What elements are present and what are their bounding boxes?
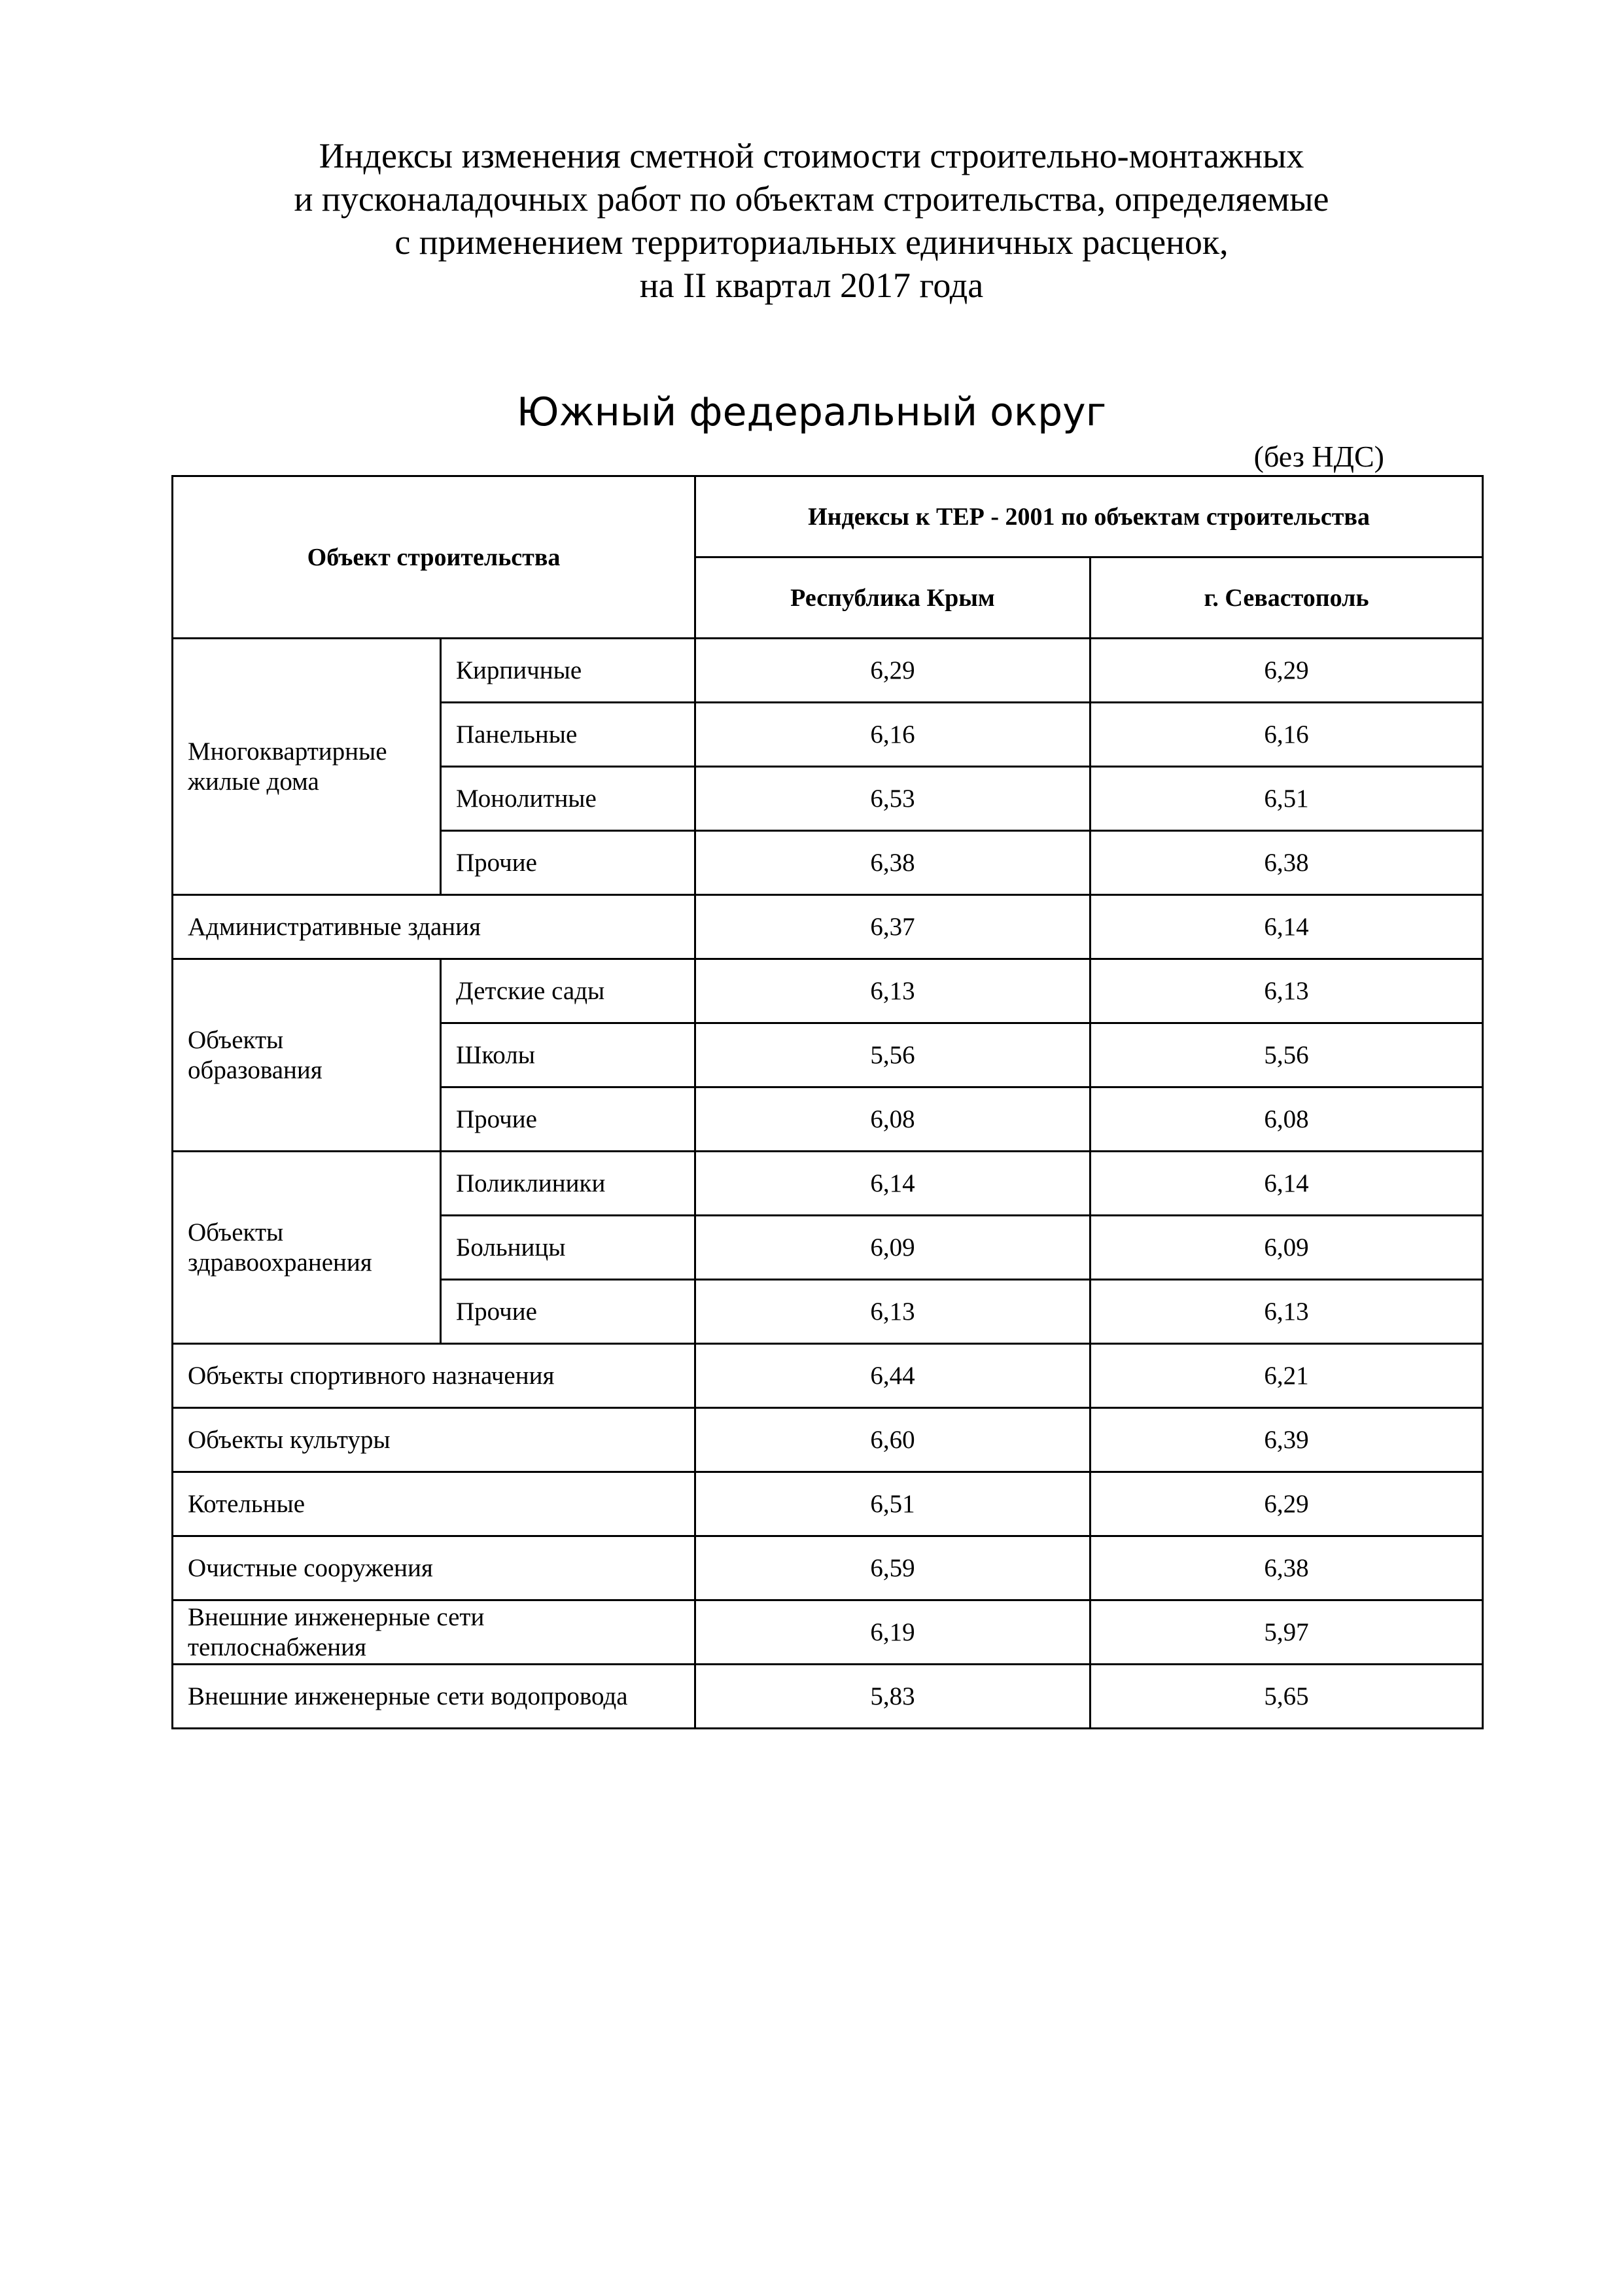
value-cell: 6,59 [695, 1536, 1091, 1600]
value-cell: 6,14 [1091, 1152, 1483, 1216]
value-cell: 5,97 [1091, 1600, 1483, 1665]
table-row [173, 1344, 1483, 1408]
value-cell: 6,38 [1091, 1536, 1483, 1600]
sub-label: Кирпичные [441, 639, 695, 703]
document-title [0, 134, 1623, 307]
table-row [173, 1472, 1483, 1536]
value-cell: 5,83 [695, 1665, 1091, 1729]
sub-label: Прочие [441, 1280, 695, 1344]
row-label: Объекты спортивного назначения [173, 1344, 695, 1408]
sub-label: Детские сады [441, 959, 695, 1023]
table-row [173, 895, 1483, 959]
title-line: и пусконаладочных работ по объектам строительства, определяемые [294, 179, 1329, 219]
title-line: с применением территориальных единичных расценок, [394, 222, 1229, 262]
value-cell: 6,29 [1091, 639, 1483, 703]
column-header-crimea: Республика Крым [695, 557, 1091, 639]
value-cell: 6,09 [695, 1216, 1091, 1280]
value-cell: 6,51 [695, 1472, 1091, 1536]
value-cell: 6,39 [1091, 1408, 1483, 1472]
title-line: Индексы изменения сметной стоимости строительно-монтажных [319, 136, 1304, 175]
value-cell: 6,44 [695, 1344, 1091, 1408]
table-row [173, 1600, 1483, 1665]
column-header-sevastopol: г. Севастополь [1091, 557, 1483, 639]
value-cell: 5,56 [695, 1023, 1091, 1087]
group-label: Объекты образования [173, 959, 441, 1152]
value-cell: 6,51 [1091, 767, 1483, 831]
row-label: Объекты культуры [173, 1408, 695, 1472]
value-cell: 6,21 [1091, 1344, 1483, 1408]
value-cell: 6,19 [695, 1600, 1091, 1665]
value-cell: 6,38 [695, 831, 1091, 895]
row-label: Котельные [173, 1472, 695, 1536]
sub-label: Панельные [441, 703, 695, 767]
value-cell: 6,16 [1091, 703, 1483, 767]
value-cell: 6,37 [695, 895, 1091, 959]
value-cell: 6,14 [695, 1152, 1091, 1216]
value-cell: 6,13 [695, 1280, 1091, 1344]
value-cell: 6,08 [1091, 1087, 1483, 1152]
sub-label: Больницы [441, 1216, 695, 1280]
table-row [173, 1665, 1483, 1729]
value-cell: 6,60 [695, 1408, 1091, 1472]
sub-label: Прочие [441, 1087, 695, 1152]
sub-label: Монолитные [441, 767, 695, 831]
index-group-header: Индексы к ТЕР - 2001 по объектам строительства [695, 476, 1483, 557]
value-cell: 6,14 [1091, 895, 1483, 959]
value-cell: 6,29 [695, 639, 1091, 703]
value-cell: 6,09 [1091, 1216, 1483, 1280]
unit-note: (без НДС) [1253, 440, 1384, 473]
title-line: на II квартал 2017 года [639, 266, 984, 305]
value-cell: 5,65 [1091, 1665, 1483, 1729]
table-row [173, 1408, 1483, 1472]
table-row [173, 959, 1483, 1023]
index-table [171, 475, 1484, 1729]
value-cell: 6,13 [1091, 1280, 1483, 1344]
value-cell: 6,53 [695, 767, 1091, 831]
table-row [173, 1536, 1483, 1600]
value-cell: 6,16 [695, 703, 1091, 767]
group-label: Объекты здравоохранения [173, 1152, 441, 1344]
row-label: Административные здания [173, 895, 695, 959]
value-cell: 5,56 [1091, 1023, 1483, 1087]
header-row [173, 476, 1483, 557]
sub-label: Школы [441, 1023, 695, 1087]
table-row [173, 1152, 1483, 1216]
group-label: Многоквартирные жилые дома [173, 639, 441, 895]
value-cell: 6,29 [1091, 1472, 1483, 1536]
sub-label: Поликлиники [441, 1152, 695, 1216]
value-cell: 6,13 [695, 959, 1091, 1023]
row-label: Внешние инженерные сети теплоснабжения [173, 1600, 695, 1665]
table-row [173, 639, 1483, 703]
row-label: Внешние инженерные сети водопровода [173, 1665, 695, 1729]
value-cell: 6,13 [1091, 959, 1483, 1023]
value-cell: 6,38 [1091, 831, 1483, 895]
value-cell: 6,08 [695, 1087, 1091, 1152]
region-heading: Южный федеральный округ [516, 389, 1107, 435]
sub-label: Прочие [441, 831, 695, 895]
row-label: Очистные сооружения [173, 1536, 695, 1600]
object-column-header: Объект строительства [173, 476, 695, 639]
